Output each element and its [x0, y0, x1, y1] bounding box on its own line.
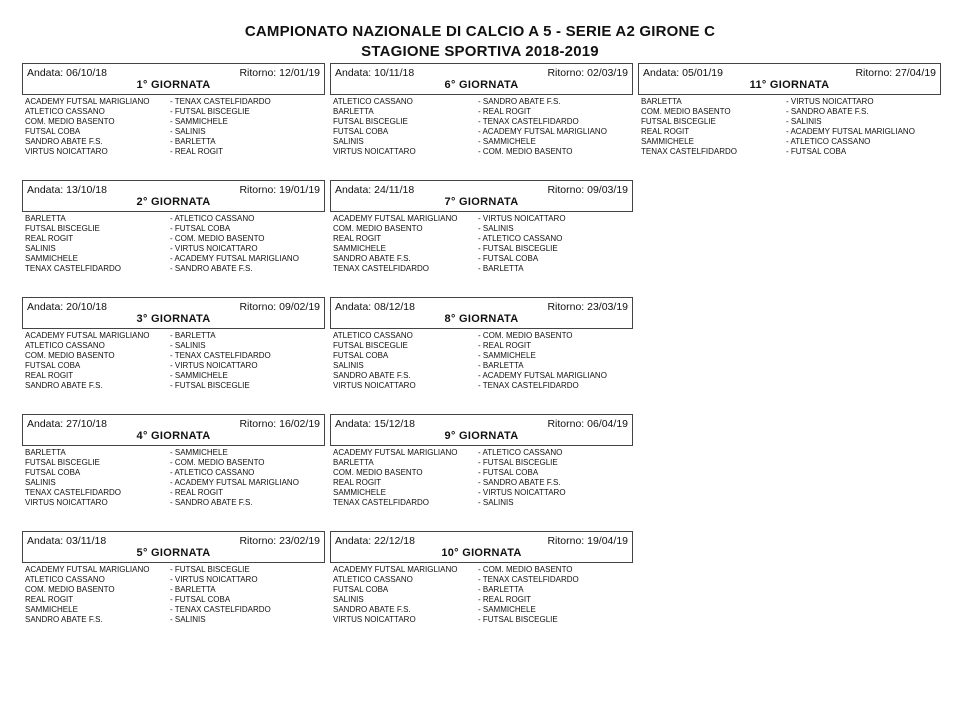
home-team: COM. MEDIO BASENTO: [25, 117, 115, 126]
match-row: [22, 127, 325, 137]
home-team: SANDRO ABATE F.S.: [25, 615, 103, 624]
home-team: VIRTUS NOICATTARO: [333, 615, 416, 624]
away-team: - ATLETICO CASSANO: [170, 468, 255, 477]
home-team: FUTSAL BISCEGLIE: [641, 117, 716, 126]
match-row: [330, 565, 633, 575]
home-team: SALINIS: [25, 478, 56, 487]
home-team: TENAX CASTELFIDARDO: [641, 147, 738, 156]
match-row: [22, 468, 325, 478]
away-team: - REAL ROGIT: [478, 107, 532, 116]
round-title: 6° GIORNATA: [444, 79, 519, 91]
match-row: [638, 137, 941, 147]
home-team: BARLETTA: [25, 214, 66, 223]
match-list: [22, 565, 325, 625]
home-team: SAMMICHELE: [25, 605, 78, 614]
away-team: - SALINIS: [170, 615, 206, 624]
away-team: - COM. MEDIO BASENTO: [478, 565, 573, 574]
match-list: [330, 565, 633, 625]
home-team: ATLETICO CASSANO: [333, 575, 413, 584]
round-header: [22, 63, 325, 95]
home-team: COM. MEDIO BASENTO: [333, 468, 423, 477]
home-team: FUTSAL COBA: [25, 468, 81, 477]
round-title: 7° GIORNATA: [444, 196, 519, 208]
match-row: [22, 117, 325, 127]
ritorno-date: Ritorno: 19/04/19: [547, 535, 628, 547]
home-team: ACADEMY FUTSAL MARIGLIANO: [333, 565, 458, 574]
away-team: - REAL ROGIT: [170, 147, 224, 156]
home-team: FUTSAL COBA: [333, 351, 389, 360]
away-team: - SALINIS: [478, 224, 514, 233]
home-team: COM. MEDIO BASENTO: [333, 224, 423, 233]
home-team: REAL ROGIT: [25, 371, 74, 380]
match-row: [22, 361, 325, 371]
home-team: ACADEMY FUTSAL MARIGLIANO: [333, 214, 458, 223]
away-team: - BARLETTA: [170, 331, 216, 340]
away-team: - FUTSAL BISCEGLIE: [170, 381, 250, 390]
round-8: [330, 297, 633, 391]
match-list: [330, 331, 633, 391]
home-team: REAL ROGIT: [25, 595, 74, 604]
match-row: [330, 214, 633, 224]
match-row: [22, 565, 325, 575]
away-team: - FUTSAL COBA: [478, 468, 539, 477]
match-row: [22, 605, 325, 615]
round-header: [22, 414, 325, 446]
match-row: [22, 97, 325, 107]
andata-date: Andata: 06/10/18: [27, 67, 107, 79]
round-header: [330, 297, 633, 329]
home-team: BARLETTA: [333, 107, 374, 116]
match-row: [22, 224, 325, 234]
away-team: - TENAX CASTELFIDARDO: [170, 605, 271, 614]
home-team: FUTSAL BISCEGLIE: [25, 224, 100, 233]
home-team: TENAX CASTELFIDARDO: [25, 488, 122, 497]
round-1: [22, 63, 325, 157]
away-team: - SAMMICHELE: [170, 371, 228, 380]
ritorno-date: Ritorno: 09/02/19: [239, 301, 320, 313]
match-row: [22, 575, 325, 585]
match-row: [22, 615, 325, 625]
round-header: [22, 180, 325, 212]
home-team: SAMMICHELE: [333, 244, 386, 253]
away-team: - BARLETTA: [478, 361, 524, 370]
away-team: - VIRTUS NOICATTARO: [170, 575, 258, 584]
home-team: BARLETTA: [25, 448, 66, 457]
match-list: [330, 448, 633, 508]
round-4: [22, 414, 325, 508]
andata-date: Andata: 05/01/19: [643, 67, 723, 79]
home-team: ACADEMY FUTSAL MARIGLIANO: [25, 565, 150, 574]
home-team: COM. MEDIO BASENTO: [641, 107, 731, 116]
match-row: [22, 478, 325, 488]
round-title: 4° GIORNATA: [136, 430, 211, 442]
away-team: - COM. MEDIO BASENTO: [478, 147, 573, 156]
round-header: [22, 297, 325, 329]
match-row: [22, 331, 325, 341]
ritorno-date: Ritorno: 12/01/19: [239, 67, 320, 79]
match-list: [638, 97, 941, 157]
away-team: - BARLETTA: [170, 585, 216, 594]
away-team: - COM. MEDIO BASENTO: [478, 331, 573, 340]
home-team: TENAX CASTELFIDARDO: [333, 498, 430, 507]
match-row: [22, 371, 325, 381]
home-team: SALINIS: [333, 595, 364, 604]
round-title: 3° GIORNATA: [136, 313, 211, 325]
away-team: - ATLETICO CASSANO: [478, 448, 563, 457]
away-team: - TENAX CASTELFIDARDO: [478, 117, 579, 126]
away-team: - FUTSAL BISCEGLIE: [478, 458, 558, 467]
away-team: - SAMMICHELE: [170, 448, 228, 457]
home-team: REAL ROGIT: [333, 478, 382, 487]
away-team: - ACADEMY FUTSAL MARIGLIANO: [170, 254, 299, 263]
home-team: REAL ROGIT: [641, 127, 690, 136]
away-team: - TENAX CASTELFIDARDO: [478, 575, 579, 584]
away-team: - REAL ROGIT: [478, 595, 532, 604]
round-title: 5° GIORNATA: [136, 547, 211, 559]
home-team: SALINIS: [333, 361, 364, 370]
away-team: - VIRTUS NOICATTARO: [478, 214, 566, 223]
match-row: [330, 585, 633, 595]
away-team: - ATLETICO CASSANO: [478, 234, 563, 243]
andata-date: Andata: 15/12/18: [335, 418, 415, 430]
away-team: - SALINIS: [170, 127, 206, 136]
match-row: [330, 97, 633, 107]
match-row: [330, 127, 633, 137]
ritorno-date: Ritorno: 19/01/19: [239, 184, 320, 196]
away-team: - SALINIS: [170, 341, 206, 350]
match-row: [330, 498, 633, 508]
match-row: [330, 224, 633, 234]
match-row: [330, 264, 633, 274]
home-team: SAMMICHELE: [333, 488, 386, 497]
match-list: [22, 97, 325, 157]
away-team: - TENAX CASTELFIDARDO: [478, 381, 579, 390]
home-team: BARLETTA: [641, 97, 682, 106]
match-row: [22, 341, 325, 351]
match-row: [22, 234, 325, 244]
away-team: - ACADEMY FUTSAL MARIGLIANO: [478, 127, 607, 136]
match-row: [330, 615, 633, 625]
home-team: VIRTUS NOICATTARO: [333, 381, 416, 390]
round-title: 1° GIORNATA: [136, 79, 211, 91]
andata-date: Andata: 22/12/18: [335, 535, 415, 547]
match-row: [330, 478, 633, 488]
round-5: [22, 531, 325, 625]
match-row: [22, 147, 325, 157]
match-row: [330, 468, 633, 478]
page-title: CAMPIONATO NAZIONALE DI CALCIO A 5 - SERIE A2 GIRONE C: [244, 23, 716, 40]
match-list: [22, 448, 325, 508]
away-team: - BARLETTA: [170, 137, 216, 146]
away-team: - BARLETTA: [478, 585, 524, 594]
round-header: [638, 63, 941, 95]
round-header: [22, 531, 325, 563]
home-team: ACADEMY FUTSAL MARIGLIANO: [333, 448, 458, 457]
home-team: SALINIS: [333, 137, 364, 146]
match-list: [330, 97, 633, 157]
match-row: [22, 137, 325, 147]
away-team: - VIRTUS NOICATTARO: [786, 97, 874, 106]
match-row: [330, 137, 633, 147]
andata-date: Andata: 08/12/18: [335, 301, 415, 313]
away-team: - TENAX CASTELFIDARDO: [170, 97, 271, 106]
match-row: [22, 214, 325, 224]
away-team: - ATLETICO CASSANO: [786, 137, 871, 146]
round-header: [330, 414, 633, 446]
match-row: [638, 127, 941, 137]
away-team: - FUTSAL BISCEGLIE: [478, 244, 558, 253]
ritorno-date: Ritorno: 06/04/19: [547, 418, 628, 430]
home-team: REAL ROGIT: [333, 234, 382, 243]
away-team: - FUTSAL COBA: [478, 254, 539, 263]
away-team: - FUTSAL COBA: [170, 595, 231, 604]
away-team: - SALINIS: [786, 117, 822, 126]
andata-date: Andata: 20/10/18: [27, 301, 107, 313]
round-header: [330, 531, 633, 563]
home-team: COM. MEDIO BASENTO: [25, 585, 115, 594]
ritorno-date: Ritorno: 23/02/19: [239, 535, 320, 547]
away-team: - SANDRO ABATE F.S.: [478, 478, 561, 487]
home-team: SAMMICHELE: [641, 137, 694, 146]
season-subtitle: STAGIONE SPORTIVA 2018-2019: [361, 43, 599, 60]
match-row: [330, 351, 633, 361]
home-team: VIRTUS NOICATTARO: [25, 147, 108, 156]
away-team: - SAMMICHELE: [478, 137, 536, 146]
andata-date: Andata: 13/10/18: [27, 184, 107, 196]
home-team: TENAX CASTELFIDARDO: [333, 264, 430, 273]
match-row: [330, 117, 633, 127]
match-row: [330, 147, 633, 157]
away-team: - FUTSAL BISCEGLIE: [478, 615, 558, 624]
match-row: [22, 381, 325, 391]
home-team: VIRTUS NOICATTARO: [25, 498, 108, 507]
match-list: [22, 331, 325, 391]
ritorno-date: Ritorno: 16/02/19: [239, 418, 320, 430]
home-team: ATLETICO CASSANO: [25, 341, 105, 350]
away-team: - REAL ROGIT: [170, 488, 224, 497]
home-team: TENAX CASTELFIDARDO: [25, 264, 122, 273]
home-team: COM. MEDIO BASENTO: [25, 351, 115, 360]
match-row: [330, 244, 633, 254]
round-3: [22, 297, 325, 391]
away-team: - TENAX CASTELFIDARDO: [170, 351, 271, 360]
match-row: [638, 97, 941, 107]
away-team: - ATLETICO CASSANO: [170, 214, 255, 223]
away-team: - SANDRO ABATE F.S.: [786, 107, 869, 116]
home-team: SANDRO ABATE F.S.: [333, 605, 411, 614]
round-6: [330, 63, 633, 157]
match-row: [638, 107, 941, 117]
home-team: SALINIS: [25, 244, 56, 253]
round-10: [330, 531, 633, 625]
round-title: 11° GIORNATA: [749, 79, 830, 91]
home-team: FUTSAL BISCEGLIE: [333, 117, 408, 126]
match-list: [330, 214, 633, 274]
match-row: [22, 254, 325, 264]
match-row: [330, 371, 633, 381]
round-header: [330, 63, 633, 95]
away-team: - FUTSAL BISCEGLIE: [170, 107, 250, 116]
match-row: [22, 488, 325, 498]
away-team: - SALINIS: [478, 498, 514, 507]
home-team: SAMMICHELE: [25, 254, 78, 263]
round-title: 10° GIORNATA: [441, 547, 522, 559]
round-7: [330, 180, 633, 274]
home-team: FUTSAL COBA: [333, 127, 389, 136]
match-row: [330, 341, 633, 351]
away-team: - VIRTUS NOICATTARO: [478, 488, 566, 497]
match-row: [638, 147, 941, 157]
match-row: [22, 351, 325, 361]
away-team: - ACADEMY FUTSAL MARIGLIANO: [786, 127, 915, 136]
round-9: [330, 414, 633, 508]
away-team: - ACADEMY FUTSAL MARIGLIANO: [170, 478, 299, 487]
match-row: [330, 361, 633, 371]
match-row: [22, 458, 325, 468]
home-team: ATLETICO CASSANO: [25, 575, 105, 584]
match-row: [330, 107, 633, 117]
round-2: [22, 180, 325, 274]
away-team: - COM. MEDIO BASENTO: [170, 458, 265, 467]
match-row: [330, 575, 633, 585]
home-team: FUTSAL COBA: [333, 585, 389, 594]
away-team: - VIRTUS NOICATTARO: [170, 361, 258, 370]
match-row: [330, 488, 633, 498]
away-team: - FUTSAL BISCEGLIE: [170, 565, 250, 574]
away-team: - SANDRO ABATE F.S.: [170, 498, 253, 507]
home-team: ACADEMY FUTSAL MARIGLIANO: [25, 331, 150, 340]
away-team: - SANDRO ABATE F.S.: [170, 264, 253, 273]
match-row: [330, 595, 633, 605]
match-row: [22, 595, 325, 605]
document-header: [0, 22, 960, 62]
match-row: [638, 117, 941, 127]
match-row: [22, 585, 325, 595]
match-row: [330, 331, 633, 341]
home-team: FUTSAL COBA: [25, 127, 81, 136]
match-row: [22, 264, 325, 274]
away-team: - SAMMICHELE: [478, 351, 536, 360]
match-row: [330, 605, 633, 615]
home-team: ATLETICO CASSANO: [333, 97, 413, 106]
home-team: FUTSAL BISCEGLIE: [333, 341, 408, 350]
home-team: ATLETICO CASSANO: [25, 107, 105, 116]
match-row: [22, 448, 325, 458]
away-team: - VIRTUS NOICATTARO: [170, 244, 258, 253]
match-row: [22, 244, 325, 254]
match-list: [22, 214, 325, 274]
match-row: [330, 381, 633, 391]
round-11: [638, 63, 941, 157]
round-title: 9° GIORNATA: [444, 430, 519, 442]
away-team: - SANDRO ABATE F.S.: [478, 97, 561, 106]
home-team: SANDRO ABATE F.S.: [333, 254, 411, 263]
andata-date: Andata: 10/11/18: [335, 67, 415, 79]
ritorno-date: Ritorno: 09/03/19: [547, 184, 628, 196]
match-row: [330, 254, 633, 264]
away-team: - SAMMICHELE: [478, 605, 536, 614]
match-row: [22, 498, 325, 508]
home-team: REAL ROGIT: [25, 234, 74, 243]
home-team: FUTSAL COBA: [25, 361, 81, 370]
home-team: VIRTUS NOICATTARO: [333, 147, 416, 156]
round-title: 8° GIORNATA: [444, 313, 519, 325]
match-row: [330, 458, 633, 468]
round-header: [330, 180, 633, 212]
away-team: - FUTSAL COBA: [786, 147, 847, 156]
ritorno-date: Ritorno: 02/03/19: [547, 67, 628, 79]
away-team: - REAL ROGIT: [478, 341, 532, 350]
away-team: - COM. MEDIO BASENTO: [170, 234, 265, 243]
away-team: - FUTSAL COBA: [170, 224, 231, 233]
home-team: ATLETICO CASSANO: [333, 331, 413, 340]
home-team: ACADEMY FUTSAL MARIGLIANO: [25, 97, 150, 106]
home-team: SANDRO ABATE F.S.: [333, 371, 411, 380]
ritorno-date: Ritorno: 27/04/19: [855, 67, 936, 79]
away-team: - SAMMICHELE: [170, 117, 228, 126]
away-team: - BARLETTA: [478, 264, 524, 273]
andata-date: Andata: 24/11/18: [335, 184, 415, 196]
andata-date: Andata: 27/10/18: [27, 418, 107, 430]
home-team: SANDRO ABATE F.S.: [25, 137, 103, 146]
home-team: BARLETTA: [333, 458, 374, 467]
home-team: SANDRO ABATE F.S.: [25, 381, 103, 390]
round-title: 2° GIORNATA: [136, 196, 211, 208]
ritorno-date: Ritorno: 23/03/19: [547, 301, 628, 313]
andata-date: Andata: 03/11/18: [27, 535, 107, 547]
match-row: [330, 234, 633, 244]
home-team: FUTSAL BISCEGLIE: [25, 458, 100, 467]
away-team: - ACADEMY FUTSAL MARIGLIANO: [478, 371, 607, 380]
match-row: [330, 448, 633, 458]
match-row: [22, 107, 325, 117]
